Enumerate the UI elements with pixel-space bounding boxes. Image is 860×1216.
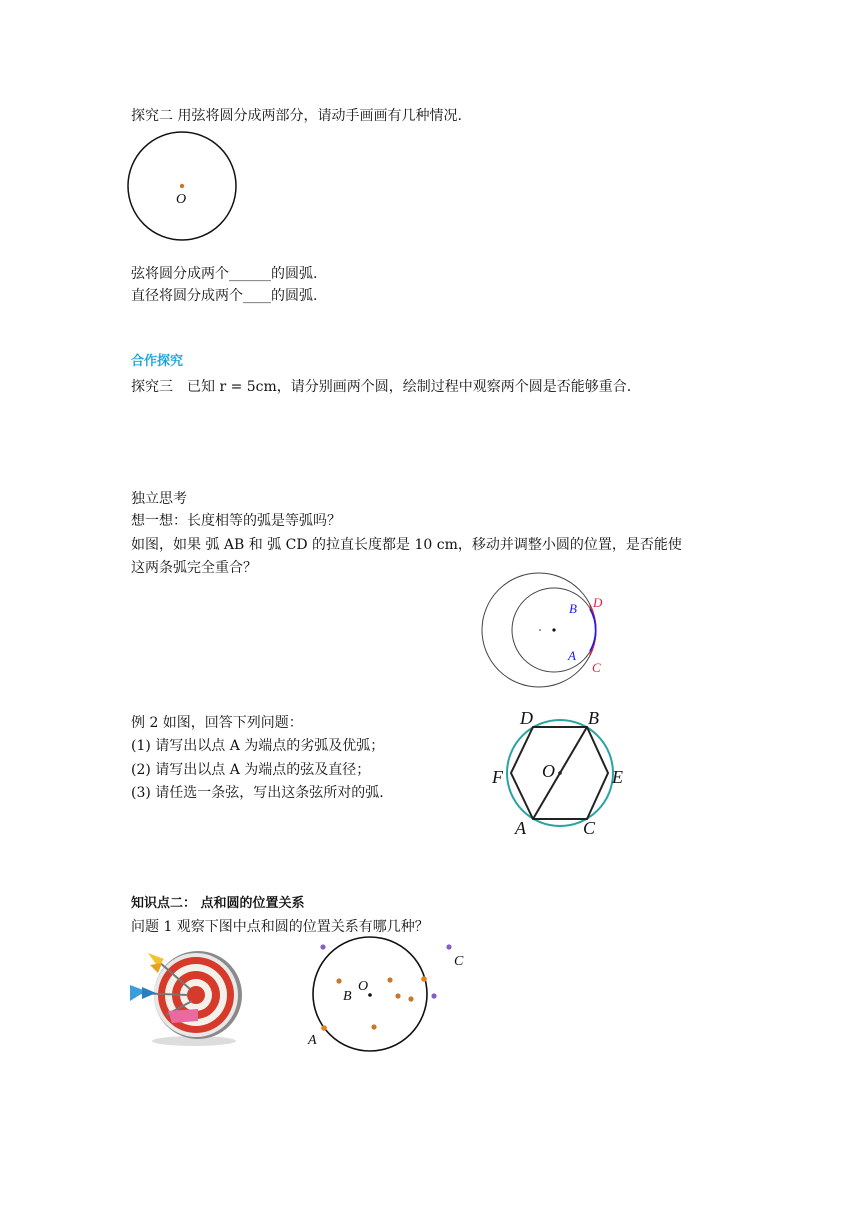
label-a: A — [515, 818, 526, 838]
center-o-dot — [368, 993, 372, 997]
center-o-dot — [558, 771, 562, 775]
section2-prompt: 探究二 用弦将圆分成两部分，请动手画画有几种情况. — [131, 108, 462, 124]
point-circle-figure — [306, 940, 476, 1050]
cooperate-heading: 合作探究 — [131, 354, 184, 369]
on-circle-point-a — [321, 1025, 327, 1031]
think-heading: 独立思考 — [131, 491, 187, 507]
inside-point — [395, 993, 400, 998]
label-b: B — [343, 989, 352, 1004]
arc-ab — [590, 609, 596, 651]
label-c: C — [454, 954, 464, 969]
example2-title: 例 2 如图，回答下列问题： — [131, 715, 303, 731]
center-dot — [180, 184, 184, 188]
label-o: O — [542, 761, 555, 781]
large-circle — [482, 573, 596, 687]
example2-item-3: (3) 请任选一条弦，写出这条弦所对的弧. — [131, 785, 384, 801]
label-e: E — [612, 767, 623, 787]
label-a: A — [308, 1033, 317, 1048]
chord-sentence: 弦将圆分成两个______的圆弧. — [131, 266, 318, 282]
label-d: D — [593, 595, 603, 610]
circle-o-figure — [127, 131, 239, 243]
example2-item-1: (1) 请写出以点 A 为端点的劣弧及优弧； — [131, 738, 385, 754]
label-b: B — [588, 708, 599, 728]
on-circle-point — [421, 976, 427, 982]
outside-point — [320, 944, 325, 949]
label-a: A — [568, 648, 576, 663]
label-d: D — [520, 708, 533, 728]
label-c: C — [583, 818, 596, 838]
diameter-sentence: 直径将圆分成两个____的圆弧. — [131, 288, 318, 304]
inside-point — [387, 977, 392, 982]
center-label-o: O — [176, 192, 187, 207]
think-question-2b: 这两条弧完全重合？ — [131, 560, 257, 576]
large-center-dot — [539, 629, 541, 631]
inside-point — [336, 978, 341, 983]
inside-point — [408, 996, 413, 1001]
knowledge2-question: 问题 1 观察下图中点和圆的位置关系有哪几种？ — [131, 919, 429, 935]
label-b: B — [569, 601, 577, 616]
label-c: C — [592, 660, 601, 675]
outside-point — [431, 993, 436, 998]
small-center-dot — [552, 628, 555, 631]
inside-point — [371, 1024, 376, 1029]
knowledge2-heading: 知识点二： 点和圆的位置关系 — [131, 896, 305, 911]
label-f: F — [492, 767, 503, 787]
hexagon-figure — [490, 710, 630, 840]
think-question-2a: 如图，如果 弧 AB 和 弧 CD 的拉直长度都是 10 cm，移动并调整小圆的位置，是否能使 — [131, 537, 682, 553]
think-question-1: 想一想：长度相等的弧是等弧吗？ — [131, 513, 341, 529]
cooperate-prompt: 探究三 已知 r = 5cm，请分别画两个圆，绘制过程中观察两个圆是否能够重合. — [131, 379, 632, 395]
outside-point — [446, 944, 451, 949]
dartboard-illustration — [128, 945, 243, 1045]
label-o: O — [358, 979, 369, 994]
example2-item-2: (2) 请写出以点 A 为端点的弦及直径； — [131, 762, 371, 778]
equal-arc-figure — [481, 572, 621, 692]
